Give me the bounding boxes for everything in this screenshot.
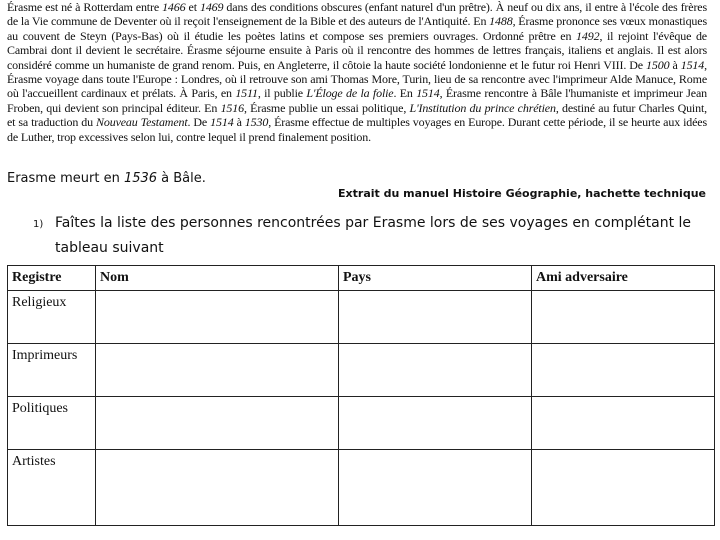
death-year: 1536 xyxy=(123,171,158,186)
answer-table xyxy=(7,265,715,526)
question-number: 1) xyxy=(33,219,44,230)
death-line-end: à Bâle. xyxy=(157,171,206,186)
passage-segment: , Érasme rencontre à Bâle l'humaniste et imprimeur Jean Froben, qui devient son principal éditeur. En xyxy=(7,86,707,115)
passage-segment: , Érasme prononce ses vœux monastiques au couvent de Steyn (Pays-Bas) où il étudie les poètes latins et compose ses premiers ouvrages. Ordonné prêtre en xyxy=(7,14,707,43)
cell-nom[interactable] xyxy=(96,344,339,397)
passage-segment: , Érasme voyage dans toute l'Europe : Londres, où il retrouve son ami Thomas More, Turin, lieu de sa rencontre avec l'imprimeur Alde Manuce, Rome où l'accueillent cardinaux et prélats. À Paris, en xyxy=(7,57,707,101)
question-text: Faîtes la liste des personnes rencontrées par Erasme lors de ses voyages en complétant le tableau suivant xyxy=(55,215,692,256)
source-citation: Extrait du manuel Histoire Géographie, hachette technique xyxy=(338,187,706,200)
passage-segment: et xyxy=(185,0,200,14)
row-label-politiques: Politiques xyxy=(8,397,96,450)
passage-segment: à xyxy=(233,115,245,130)
table-row xyxy=(8,397,715,450)
passage-italic-segment: 1511 xyxy=(235,86,258,101)
question-1 xyxy=(33,211,715,261)
cell-pays[interactable] xyxy=(339,291,532,344)
row-label-imprimeurs: Imprimeurs xyxy=(8,344,96,397)
header-nom: Nom xyxy=(96,266,339,291)
passage-segment: , il rejoint l'évêque de Cambrai dont il devient le secrétaire. Érasme séjourne ensuite à Paris où il rencontre des hommes de lettres français, italiens et anglais. Il est alors considéré comme un humaniste de grand renom. Puis, en Angleterre, il côtoie la haute société londonienne et le futur roi Henri VIII. De xyxy=(7,28,707,72)
passage-italic-segment: 1516 xyxy=(220,100,244,115)
header-ami-adversaire: Ami adversaire xyxy=(532,266,715,291)
table-header-row xyxy=(8,266,715,291)
passage-segment: , destiné au futur Charles Quint, et sa traduction du xyxy=(7,100,707,130)
passage-segment: . De xyxy=(187,115,211,130)
passage-paragraph xyxy=(7,0,707,144)
table-row xyxy=(8,344,715,397)
passage-segment: Érasme est né à Rotterdam entre xyxy=(7,0,163,14)
cell-pays[interactable] xyxy=(339,344,532,397)
passage-italic-segment: L'Éloge de la folie xyxy=(306,86,394,101)
text-passage xyxy=(7,0,707,144)
row-label-artistes: Artistes xyxy=(8,450,96,526)
cell-ami-adversaire[interactable] xyxy=(532,450,715,526)
cell-pays[interactable] xyxy=(339,397,532,450)
row-label-religieux: Religieux xyxy=(8,291,96,344)
cell-ami-adversaire[interactable] xyxy=(532,397,715,450)
passage-segment: , il publie xyxy=(257,86,307,101)
cell-pays[interactable] xyxy=(339,450,532,526)
passage-italic-segment: 1492 xyxy=(576,28,600,43)
header-pays: Pays xyxy=(339,266,532,291)
passage-italic-segment: Nouveau Testament xyxy=(96,115,188,130)
passage-italic-segment: 1530 xyxy=(244,115,269,130)
passage-segment: dans des conditions obscures (enfant naturel d'un prêtre). À neuf ou dix ans, il entre à l'école des frères de la Vie commune de Deventer où il reçoit l'enseignement de la Bible et des auteurs de l'Antiquité. En xyxy=(7,0,707,29)
death-line xyxy=(7,171,206,186)
table-row xyxy=(8,450,715,526)
death-line-text: Erasme meurt en xyxy=(7,171,124,186)
passage-italic-segment: 1488 xyxy=(489,14,513,29)
passage-italic-segment: 1514 xyxy=(210,115,234,130)
passage-segment: , Érasme effectue de multiples voyages en Europe. Durant cette période, il se heurte aux idées de Luther, trop excessives selon lui, contre lequel il prend finalement position. xyxy=(7,115,707,144)
passage-segment: à xyxy=(669,57,681,72)
table-row xyxy=(8,291,715,344)
header-registre: Registre xyxy=(8,266,96,291)
cell-ami-adversaire[interactable] xyxy=(532,344,715,397)
cell-nom[interactable] xyxy=(96,397,339,450)
cell-nom[interactable] xyxy=(96,291,339,344)
passage-italic-segment: 1469 xyxy=(199,0,224,14)
passage-italic-segment: L'Institution du prince chrétien xyxy=(409,100,556,115)
passage-italic-segment: 1514 xyxy=(416,86,440,101)
passage-italic-segment: 1500 xyxy=(646,57,670,72)
passage-italic-segment: 1466 xyxy=(162,0,186,14)
passage-italic-segment: 1514 xyxy=(680,57,705,72)
passage-segment: . En xyxy=(393,86,417,101)
cell-ami-adversaire[interactable] xyxy=(532,291,715,344)
cell-nom[interactable] xyxy=(96,450,339,526)
passage-segment: , Érasme publie un essai politique, xyxy=(243,100,410,115)
